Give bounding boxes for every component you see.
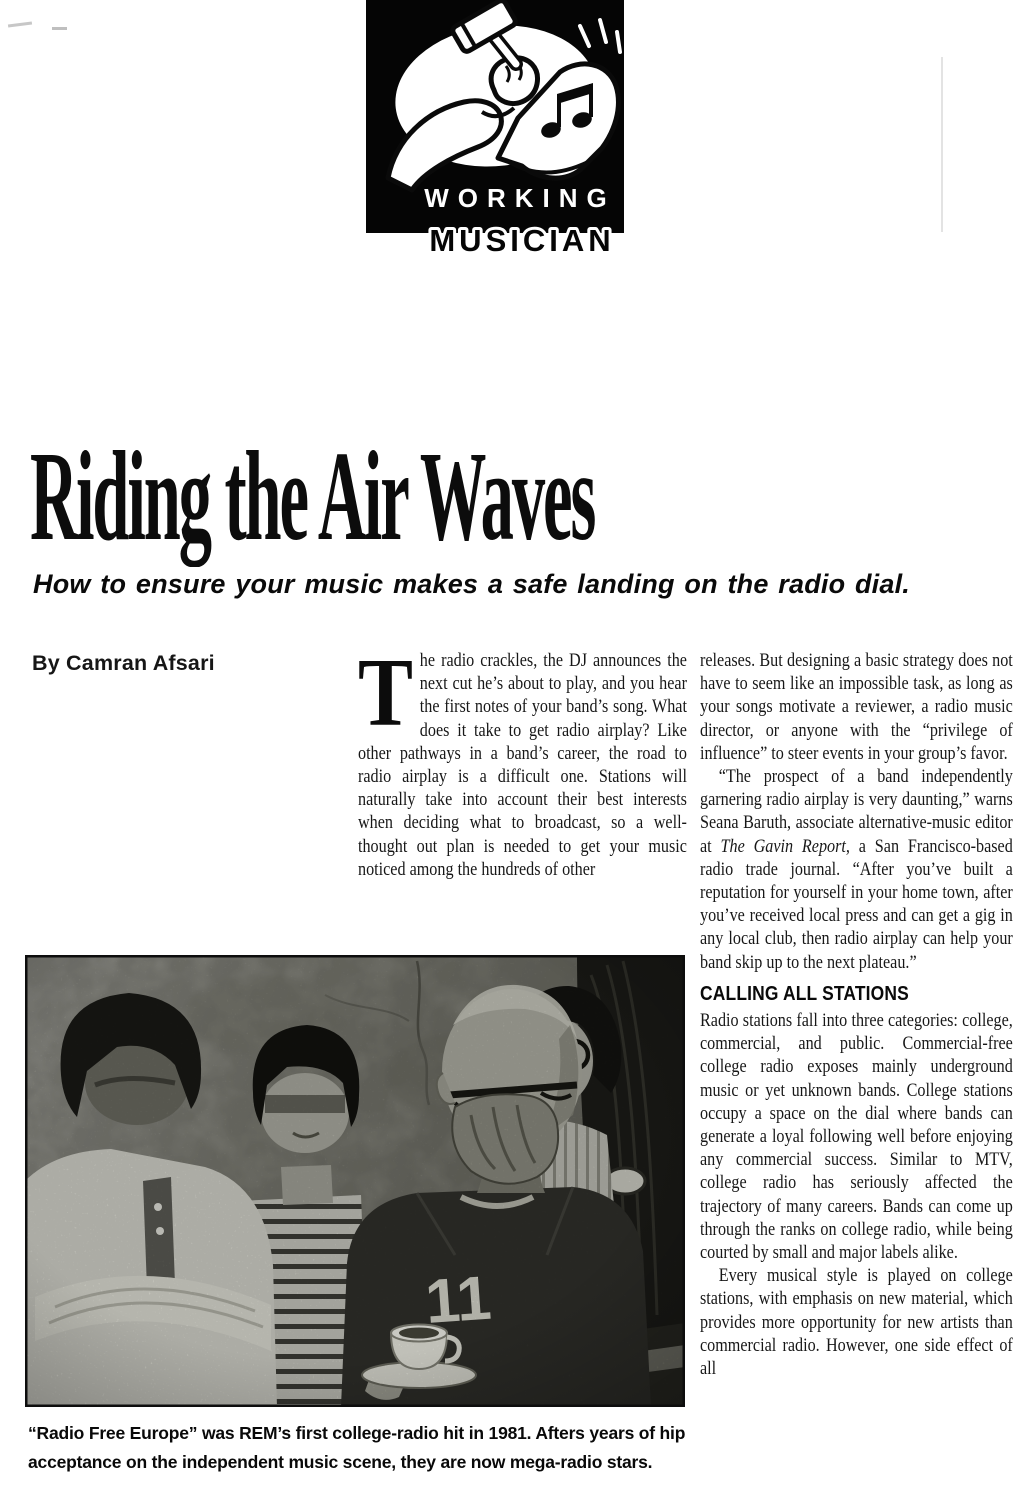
musician-label: MUSICIAN <box>429 223 615 258</box>
quote-text: “The prospect of a band independently garnering radio airplay is very daunting,” warns Seana Baruth, associate alternative-music editor at <box>700 766 1013 857</box>
photo-caption: “Radio Free Europe” was REM’s first college-radio hit in 1981. Afters years of hip acceptance on the independent music scene, they are now mega-radio stars. <box>28 1423 686 1472</box>
article-subtitle: How to ensure your music makes a safe landing on the radio dial. <box>33 569 911 599</box>
musician-label-block <box>366 211 624 267</box>
column-right <box>700 649 1013 1380</box>
stations-paragraph: Radio stations fall into three categories: college, commercial, and public. Commercial-free college radio exposes mainly underground music or yet unknown bands. College stations occupy a space on the dial where bands can generate a loyal following well before enjoying any commercial success. Similar to MTV, college radio has seriously affected the trajectory of many careers. Bands can come up through the ranks on college radio, while being courted by small and major labels alike. <box>700 1010 1013 1264</box>
working-label: WORKING <box>424 183 616 213</box>
column-middle <box>358 639 687 881</box>
intro-text: he radio crackles, the DJ announces the next cut he’s about to play, and you hear the first notes of your band’s song. What does it take to get radio airplay? Like other pathways in a band’s career, the road to radio airplay is a difficult one. Stations will naturally take into account their best interests when deciding what to broadcast, so a well-thought out plan is needed to get your music noticed among the hundreds of other <box>358 650 687 880</box>
quote-paragraph <box>700 765 1013 974</box>
section-heading: CALLING ALL STATIONS <box>700 981 909 1005</box>
intro-paragraph <box>358 639 687 881</box>
scan-speck <box>52 27 67 30</box>
scan-fold-line <box>941 57 943 232</box>
quote-text: a San Francisco-based radio trade journal. “After you’ve built a reputation for yourself in your home town, after you’ve received local press and can get a gig in any local club, then radio airplay can help your band skip up to the next plateau.” <box>700 835 1013 973</box>
drop-cap: T <box>358 639 413 746</box>
publication-name: The Gavin Report, <box>720 835 850 857</box>
band-photo-illustration <box>25 955 685 1407</box>
band-photo <box>25 955 685 1407</box>
article-title: Riding the Air Waves <box>30 425 595 567</box>
continuation-paragraph: releases. But designing a basic strategy does not have to seem like an impossible task, as long as your songs motivate a reviewer, a radio music director, or anyone with the “privilege of influence” to steer events in your group’s favor. <box>700 650 1013 764</box>
styles-paragraph: Every musical style is played on college stations, with emphasis on new material, which provides more opportunity for new artists than commercial radio. However, one side effect of all <box>700 1265 1013 1380</box>
article-byline: By Camran Afsari <box>32 651 215 675</box>
masthead-logo <box>366 0 624 233</box>
scan-speck <box>8 22 32 28</box>
